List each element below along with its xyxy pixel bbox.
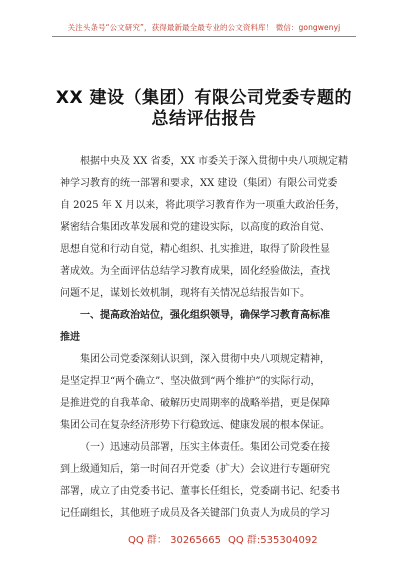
document-title-line-1: XX 建设（集团）有限公司党委专题的 xyxy=(55,88,353,108)
body-line: 是推进党的自我革命、破解历史周期率的战略举措，更是保障 xyxy=(60,398,330,409)
body-line: 到上级通知后，第一时间召开党委（扩大）会议进行专题研究 xyxy=(60,464,330,475)
header-banner: 关注头条号“公文研究”，获得最新最全最专业的公文资料库！ 微信：gongwenyj xyxy=(67,23,341,32)
body-line: 自 2025 年 X 月以来，将此项学习教育作为一项重大政治任务， xyxy=(60,200,346,211)
body-line: 神学习教育的统一部署和要求，XX 建设（集团）有限公司党委 xyxy=(60,178,338,189)
body-line: 是坚定捍卫“两个确立”、坚决做到“两个维护”的实际行动， xyxy=(60,376,321,387)
body-line: 集团公司在复杂经济形势下行稳致远、健康发展的根本保证。 xyxy=(60,420,330,431)
qq-group-1: QQ 群： 30265665 xyxy=(128,535,221,546)
section-heading: 一、提高政治站位，强化组织领导，确保学习教育高标准 xyxy=(80,310,330,321)
body-line: 部署，成立了由党委书记、董事长任组长，党委副书记、纪委书 xyxy=(60,486,340,497)
body-line: （一）迅速动员部署，压实主体责任。集团公司党委在接 xyxy=(80,442,330,453)
document-title-line-2: 总结评估报告 xyxy=(151,109,257,129)
body-line: 思想自觉和行动自觉，精心组织、扎实推进，取得了阶段性显 xyxy=(60,244,330,255)
body-line: 紧密结合集团改革发展和党的建设实际，以高度的政治自觉、 xyxy=(60,222,330,233)
body-line: 记任副组长，其他班子成员及各关键部门负责人为成员的学习 xyxy=(60,508,330,519)
body-line: 问题不足，谋划长效机制，现将有关情况总结报告如下。 xyxy=(60,288,310,299)
body-line: 集团公司党委深刻认识到，深入贯彻中央八项规定精神， xyxy=(80,354,330,365)
body-line: 著成效。为全面评估总结学习教育成果，固化经验做法，查找 xyxy=(60,266,330,277)
qq-group-2: QQ 群:535304092 xyxy=(228,535,318,546)
section-heading-continued: 推进 xyxy=(60,332,80,343)
body-line: 根据中央及 XX 省委，XX 市委关于深入贯彻中央八项规定精 xyxy=(80,156,349,167)
header-divider xyxy=(52,36,356,37)
